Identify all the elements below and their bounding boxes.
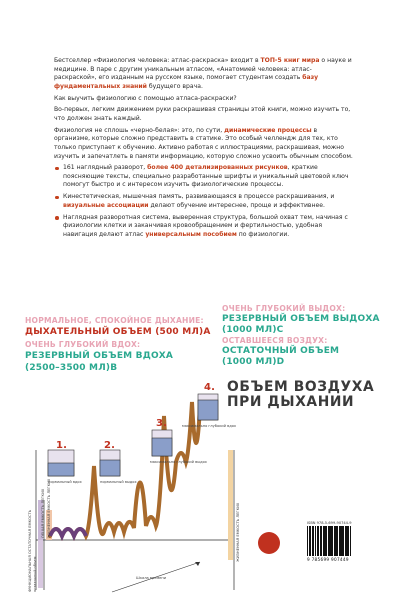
feature-highlight: визуальные ассоциации [63, 201, 149, 209]
caption-normal-inhale: нормальный вдох [48, 480, 82, 484]
feature-item [54, 214, 354, 240]
lung-volume-illustration [0, 300, 400, 600]
side-label-rv: остаточный объем [33, 556, 37, 592]
caption-normal-exhale: нормальный выдох [100, 480, 137, 484]
vital-right-band [228, 450, 233, 560]
publisher-logo-icon [258, 532, 280, 554]
intro-paragraph [54, 57, 354, 91]
bullet-dot-icon [55, 196, 59, 200]
physiology-highlight: динамические процессы [224, 126, 312, 134]
barcode [307, 521, 365, 562]
feature-item [54, 164, 354, 190]
step-number-4: 4. [204, 382, 216, 393]
feature-text: по физиологии. [236, 230, 290, 238]
feature-list [54, 164, 354, 239]
label-irv: РЕЗЕРВНЫЙ ОБЪЕМ ВДОХА [25, 351, 174, 361]
main-title-line-1: ОБЪЕМ ВОЗДУХА [227, 379, 375, 395]
label-remaining-air: ОСТАВШЕЕСЯ ВОЗДУХ: [222, 336, 328, 345]
feature-highlight: универсальным пособием [145, 230, 237, 238]
isbn-text: ISBN 978-5-699-90744-9 [307, 521, 352, 525]
feature-text: Кинестетическая, мышечная память, развивающаяся в процессе раскрашивания, и [63, 193, 335, 201]
label-rv: ОСТАТОЧНЫЙ ОБЪЕМ [222, 346, 340, 356]
container-4 [198, 394, 218, 420]
step-number-1: 1. [56, 440, 68, 451]
label-irv-value: (2500–3500 МЛ)В [25, 363, 118, 373]
feature-text: 161 наглядный разворот, [63, 164, 148, 172]
feature-text: , краткие поясняющие тексты, специально разработанные шрифты и уникальный цветовой ключ помогут быстро и с интересом изучить физиологические процессы. [63, 164, 349, 189]
label-normal-breathing: НОРМАЛЬНОЕ, СПОКОЙНОЕ ДЫХАНИЕ: [25, 316, 204, 325]
side-label-total: ОБЩАЯ ЕМКОСТЬ ЛЕГКИХ [41, 488, 45, 538]
label-deep-exhale: ОЧЕНЬ ГЛУБОКИЙ ВЫДОХ: [222, 304, 346, 313]
intro-text-1: Бестселлер «Физиология человека: атлас-раскраска» входит в [54, 57, 261, 64]
time-axis-label: Шкала времени [136, 576, 167, 580]
container-2 [100, 450, 120, 476]
tidal-curve [50, 529, 86, 536]
label-rv-value: (1000 МЛ)D [222, 357, 285, 367]
physiology-text-1: Физиология не сплошь «черно-белая»: это, по сути, [54, 126, 225, 134]
label-erv: РЕЗЕРВНЫЙ ОБЪЕМ ВЫДОХА [222, 314, 380, 324]
feature-text: делают обучение интереснее, проще и эффективнее. [148, 201, 325, 209]
intro-highlight-base: базу фундаментальных знаний [54, 74, 319, 90]
barcode-number: 9 785699 907449 [307, 557, 349, 562]
physiology-paragraph [54, 127, 354, 161]
main-title-line-2: ПРИ ДЫХАНИИ [227, 394, 355, 410]
rv-band [38, 540, 43, 588]
question-paragraph: Как выучить физиологию с помощью атласа-раскраски? [54, 94, 237, 102]
step-number-3: 3. [156, 418, 168, 429]
barcode-bars-icon [307, 526, 365, 556]
physiology-text-2: в организме, которые сложно представить в статике. Это особый челлендж для тех, кто только приступает к обучению. Активно работая с иллюстрациями, раскрашивая, можно изучить и запечатлеть в памяти информацию, которую сложно усвоить обычным способом. [54, 126, 353, 160]
bullet-dot-icon [55, 216, 59, 220]
feature-item [54, 193, 354, 210]
side-label-vital: ЖИЗНЕННАЯ ЕМКОСТЬ ЛЕГКИХ [47, 478, 51, 538]
intro-highlight-top5: ТОП-5 книг мира [260, 57, 320, 64]
caption-max-exhale: максимально глубокий выдох [150, 460, 207, 464]
side-label-vital-right: ЖИЗНЕННАЯ ЕМКОСТЬ ЛЕГКИХ [236, 502, 240, 562]
bullet-dot-icon [55, 167, 59, 171]
book-description [54, 57, 354, 243]
feature-highlight: более 400 детализированных рисунков [147, 164, 288, 172]
label-tidal-volume: ДЫХАТЕЛЬНЫЙ ОБЪЕМ (500 МЛ)А [25, 327, 211, 337]
label-erv-value: (1000 МЛ)С [222, 325, 284, 335]
firstly-paragraph: Во-первых, легким движением руки раскрашивая страницы этой книги, можно изучить то, что должен знать каждый. [54, 106, 351, 122]
time-arrow-icon [195, 562, 200, 566]
feature-text: Наглядная разворотная система, выверенная структура, большой охват тем, начиная с физиологии клетки и заканчивая кровообращением и фертильностью, удобная навигация делают атлас [63, 213, 348, 238]
side-label-frc: ФУНКЦИОНАЛЬНАЯ ОСТАТОЧНАЯ ЕМКОСТЬ [28, 509, 32, 592]
label-deep-inhale: ОЧЕНЬ ГЛУБОКИЙ ВДОХ: [25, 340, 141, 349]
caption-max-inhale: максимально глубокий вдох [182, 424, 237, 428]
step-number-2: 2. [104, 440, 116, 451]
intro-text-3: будущего врача. [146, 82, 203, 90]
container-1 [48, 450, 74, 476]
intro-text-2: о науке и медицине. В паре с другим уникальным атласом, «Анатомией человека: атлас-раскраской», его изданным на русском языке, помогает студентам создать [54, 57, 352, 82]
container-3 [152, 430, 172, 456]
